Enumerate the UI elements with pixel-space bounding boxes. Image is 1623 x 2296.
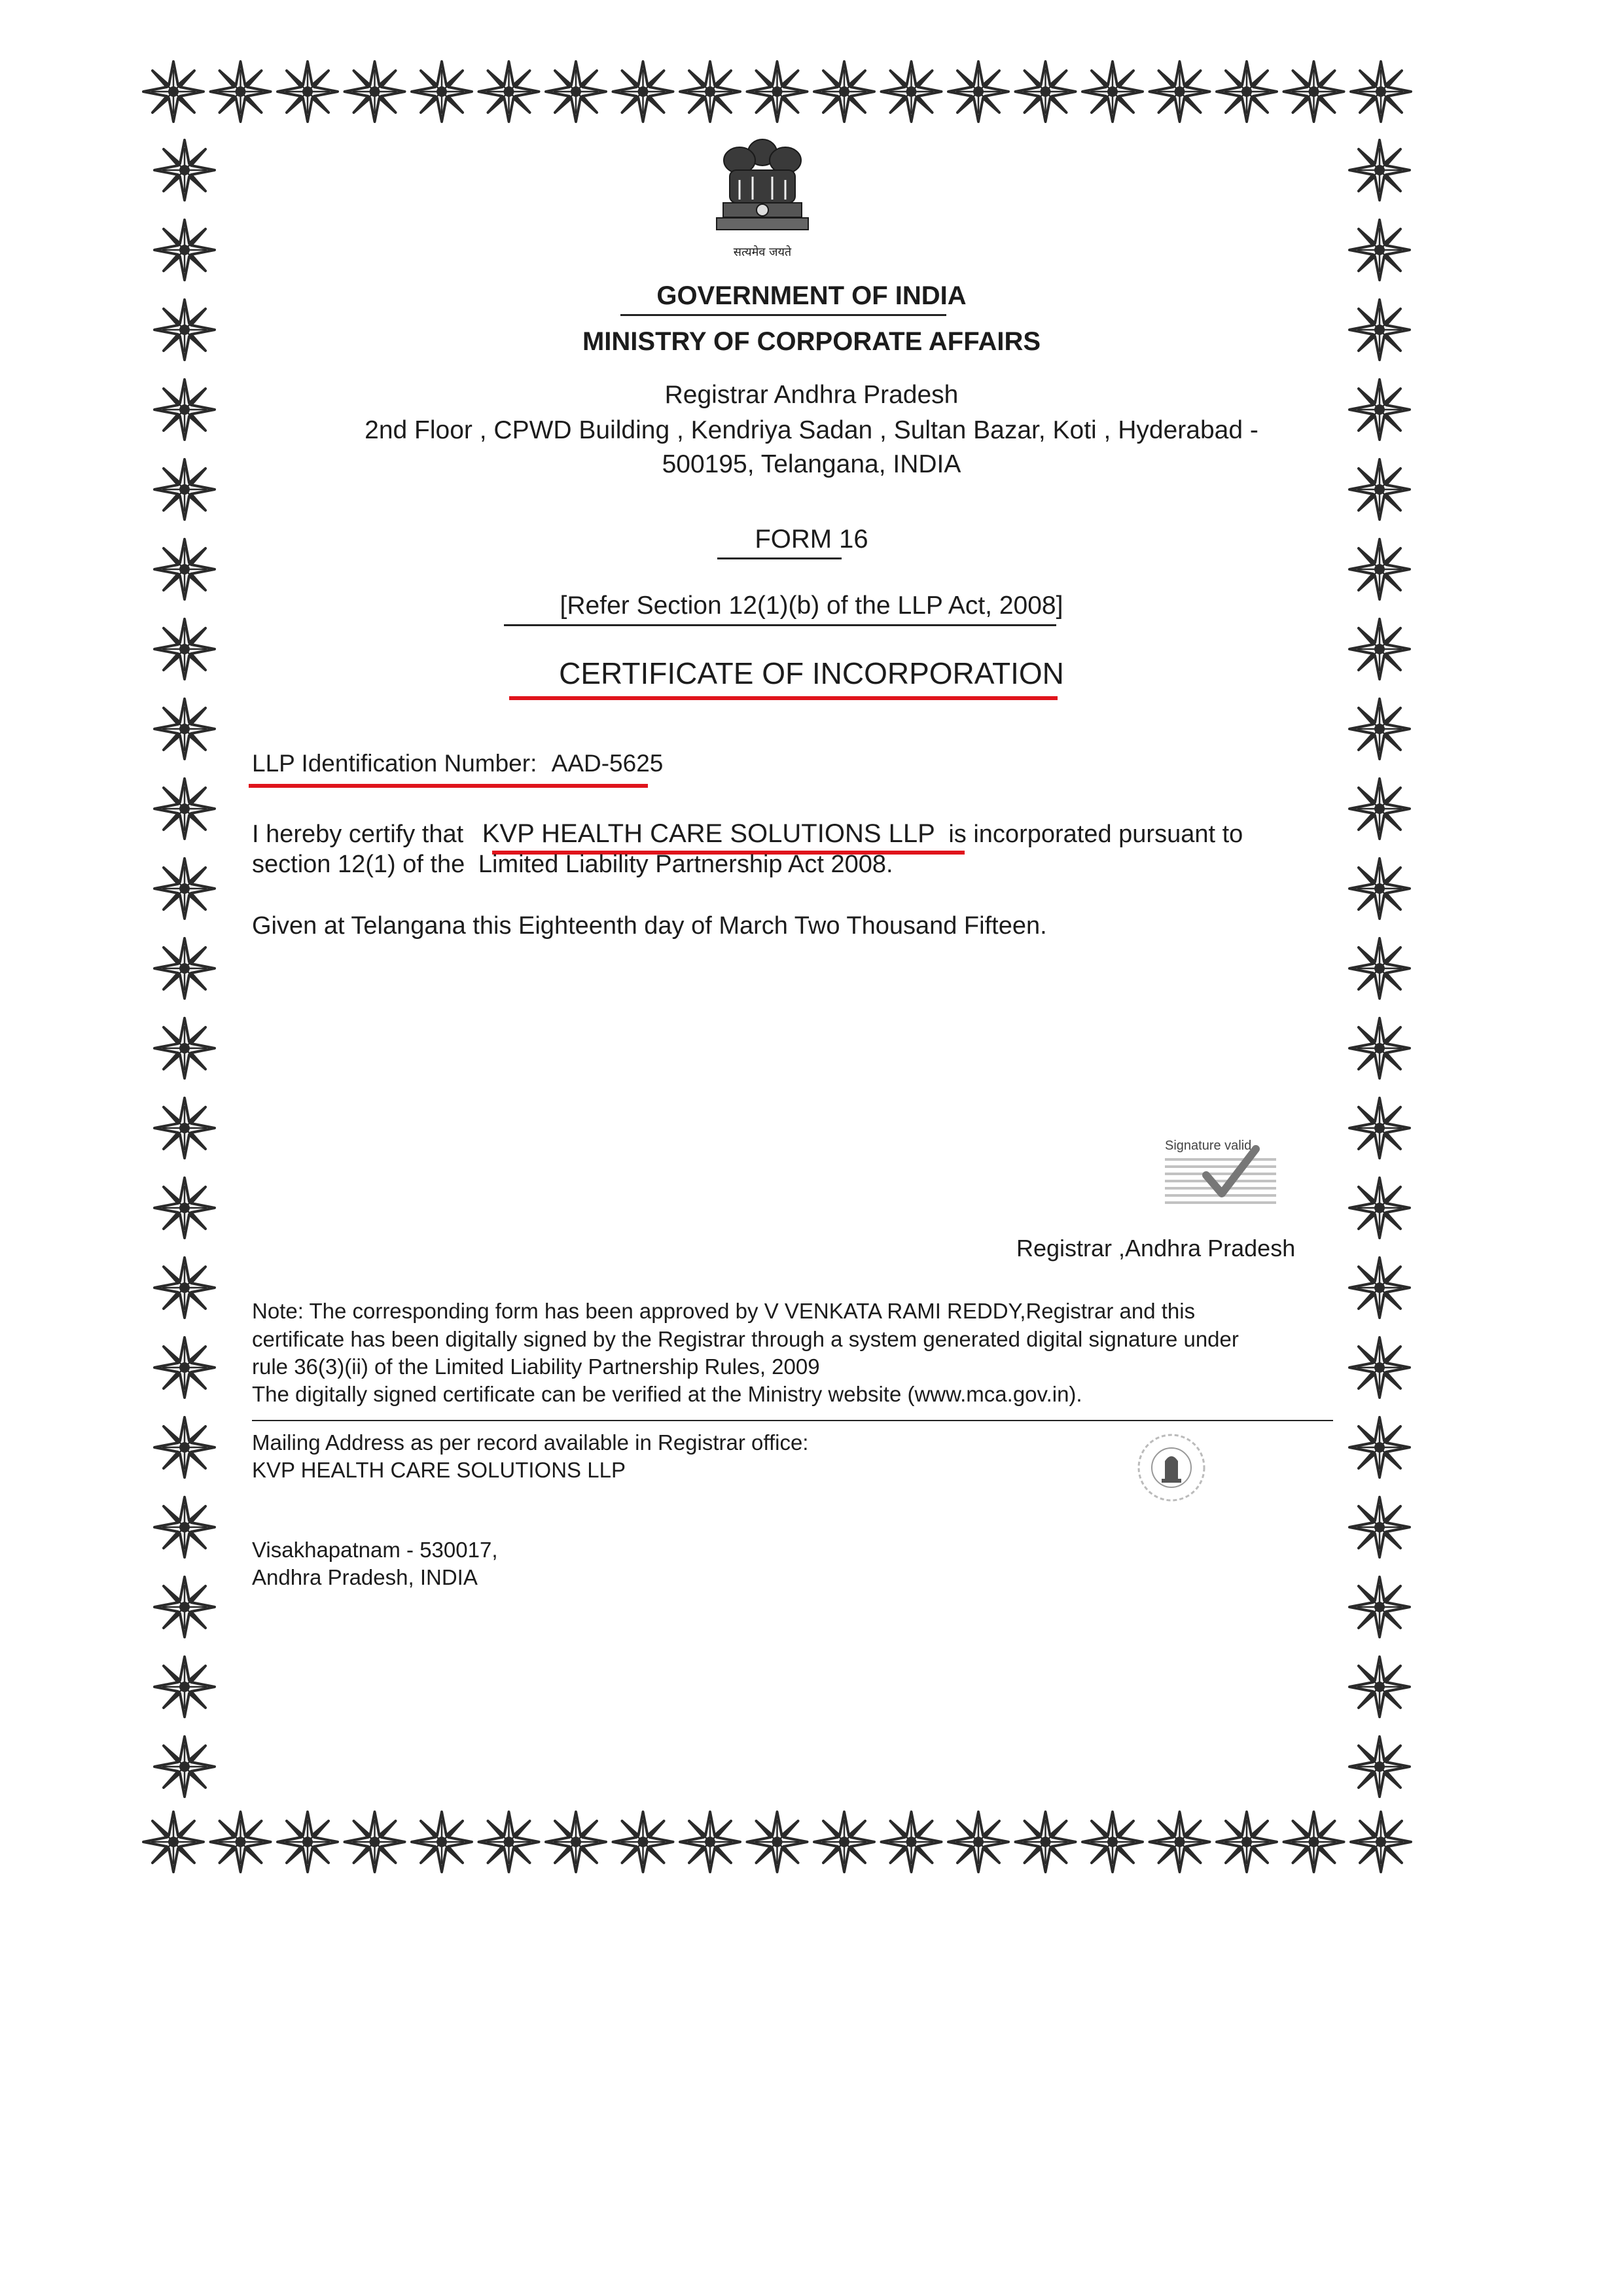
signatory: Registrar ,Andhra Pradesh bbox=[1016, 1235, 1296, 1262]
star-ornament-icon bbox=[546, 62, 606, 122]
star-ornament-icon bbox=[479, 1812, 539, 1872]
star-ornament-icon bbox=[154, 1337, 215, 1398]
star-ornament-icon bbox=[948, 1812, 1008, 1872]
form-number-underline bbox=[717, 557, 842, 559]
checkmark-icon bbox=[1201, 1144, 1260, 1203]
star-ornament-icon bbox=[154, 858, 215, 919]
star-ornament-icon bbox=[154, 1737, 215, 1797]
star-ornament-icon bbox=[154, 938, 215, 998]
section-prefix: section 12(1) of the bbox=[252, 851, 465, 878]
mailing-city: Visakhapatnam - 530017, bbox=[252, 1538, 498, 1562]
star-ornament-icon bbox=[1082, 1812, 1143, 1872]
given-at: Given at Telangana this Eighteenth day of March Two Thousand Fifteen. bbox=[252, 912, 1047, 940]
star-ornament-icon bbox=[143, 62, 204, 122]
section-line bbox=[252, 851, 893, 879]
star-ornament-icon bbox=[1349, 1258, 1410, 1318]
star-ornament-icon bbox=[613, 1812, 673, 1872]
star-ornament-icon bbox=[613, 62, 673, 122]
government-title: GOVERNMENT OF INDIA bbox=[656, 281, 967, 310]
star-ornament-icon bbox=[1284, 1812, 1344, 1872]
star-ornament-icon bbox=[1349, 1497, 1410, 1557]
ministry-title: MINISTRY OF CORPORATE AFFAIRS bbox=[582, 327, 1041, 356]
certify-line bbox=[252, 819, 1243, 849]
certify-suffix: is incorporated pursuant to bbox=[948, 821, 1243, 848]
star-ornament-icon bbox=[1349, 1178, 1410, 1238]
form-reference-underline bbox=[504, 624, 1056, 626]
registrar-address-line2: 500195, Telangana, INDIA bbox=[662, 450, 961, 478]
form-number: FORM 16 bbox=[755, 525, 868, 554]
star-ornament-icon bbox=[882, 62, 942, 122]
star-ornament-icon bbox=[345, 1812, 405, 1872]
national-emblem bbox=[707, 134, 818, 265]
star-ornament-icon bbox=[1217, 62, 1277, 122]
star-ornament-icon bbox=[412, 1812, 472, 1872]
certify-prefix: I hereby certify that bbox=[252, 821, 464, 848]
star-ornament-icon bbox=[1349, 1577, 1410, 1637]
star-ornament-icon bbox=[154, 779, 215, 839]
emblem-motto: सत्यमेव जयते bbox=[733, 245, 792, 259]
form-reference: [Refer Section 12(1)(b) of the LLP Act, 2008] bbox=[560, 592, 1063, 620]
star-ornament-icon bbox=[479, 62, 539, 122]
star-ornament-icon bbox=[1082, 62, 1143, 122]
star-ornament-icon bbox=[1349, 1417, 1410, 1477]
signature-status: Signature valid bbox=[1165, 1139, 1252, 1153]
star-ornament-icon bbox=[1349, 858, 1410, 919]
registrar-name: Registrar Andhra Pradesh bbox=[664, 381, 959, 409]
note-line3: rule 36(3)(ii) of the Limited Liability Partnership Rules, 2009 bbox=[252, 1354, 820, 1379]
star-ornament-icon bbox=[1150, 1812, 1210, 1872]
registrar-address-line1: 2nd Floor , CPWD Building , Kendriya Sadan , Sultan Bazar, Koti , Hyderabad - bbox=[365, 416, 1258, 444]
star-ornament-icon bbox=[154, 1417, 215, 1477]
star-ornament-icon bbox=[1349, 1018, 1410, 1078]
official-seal-icon bbox=[1135, 1432, 1207, 1504]
star-ornament-icon bbox=[154, 1258, 215, 1318]
star-ornament-icon bbox=[412, 62, 472, 122]
star-ornament-icon bbox=[680, 1812, 740, 1872]
star-ornament-icon bbox=[1284, 62, 1344, 122]
star-ornament-icon bbox=[154, 1018, 215, 1078]
star-ornament-icon bbox=[1349, 779, 1410, 839]
star-ornament-icon bbox=[814, 62, 874, 122]
llpin-underline bbox=[249, 784, 648, 788]
star-ornament-icon bbox=[277, 62, 338, 122]
star-ornament-icon bbox=[154, 220, 215, 280]
star-ornament-icon bbox=[882, 1812, 942, 1872]
star-ornament-icon bbox=[154, 140, 215, 200]
star-ornament-icon bbox=[1349, 220, 1410, 280]
star-ornament-icon bbox=[211, 62, 271, 122]
certificate-title-underline bbox=[509, 696, 1058, 700]
star-ornament-icon bbox=[1016, 1812, 1076, 1872]
digital-signature bbox=[1165, 1139, 1296, 1210]
mailing-company: KVP HEALTH CARE SOLUTIONS LLP bbox=[252, 1458, 626, 1482]
star-ornament-icon bbox=[1349, 1657, 1410, 1717]
government-underline bbox=[620, 314, 946, 316]
note-line2: certificate has been digitally signed by the Registrar through a system generated digital signature under bbox=[252, 1327, 1239, 1351]
company-name: KVP HEALTH CARE SOLUTIONS LLP bbox=[482, 819, 935, 848]
star-ornament-icon bbox=[154, 1098, 215, 1158]
star-ornament-icon bbox=[211, 1812, 271, 1872]
star-ornament-icon bbox=[747, 62, 808, 122]
note-divider bbox=[252, 1420, 1333, 1421]
star-ornament-icon bbox=[747, 1812, 808, 1872]
star-ornament-icon bbox=[277, 1812, 338, 1872]
star-ornament-icon bbox=[546, 1812, 606, 1872]
mailing-label: Mailing Address as per record available in Registrar office: bbox=[252, 1430, 809, 1455]
mailing-state: Andhra Pradesh, INDIA bbox=[252, 1565, 478, 1589]
llpin-line bbox=[252, 750, 663, 777]
star-ornament-icon bbox=[948, 62, 1008, 122]
national-emblem-icon bbox=[707, 134, 818, 242]
certificate-title: CERTIFICATE OF INCORPORATION bbox=[559, 656, 1064, 690]
star-ornament-icon bbox=[154, 699, 215, 759]
star-ornament-icon bbox=[154, 1577, 215, 1637]
star-ornament-icon bbox=[1217, 1812, 1277, 1872]
star-ornament-icon bbox=[143, 1812, 204, 1872]
star-ornament-icon bbox=[1349, 699, 1410, 759]
star-ornament-icon bbox=[1349, 1098, 1410, 1158]
note-line4: The digitally signed certificate can be verified at the Ministry website (www.mca.gov.in). bbox=[252, 1382, 1082, 1406]
star-ornament-icon bbox=[1351, 1812, 1411, 1872]
star-ornament-icon bbox=[1349, 140, 1410, 200]
star-ornament-icon bbox=[1150, 62, 1210, 122]
note-line1: Note: The corresponding form has been approved by V VENKATA RAMI REDDY,Registrar and this bbox=[252, 1299, 1196, 1323]
star-ornament-icon bbox=[1351, 62, 1411, 122]
star-ornament-icon bbox=[680, 62, 740, 122]
star-ornament-icon bbox=[1349, 1737, 1410, 1797]
llpin-label: LLP Identification Number: bbox=[252, 750, 537, 777]
star-ornament-icon bbox=[154, 1657, 215, 1717]
star-ornament-icon bbox=[154, 1178, 215, 1238]
act-name: Limited Liability Partnership Act 2008. bbox=[478, 851, 893, 878]
star-ornament-icon bbox=[154, 1497, 215, 1557]
star-ornament-icon bbox=[1016, 62, 1076, 122]
star-ornament-icon bbox=[1349, 1337, 1410, 1398]
star-ornament-icon bbox=[345, 62, 405, 122]
star-ornament-icon bbox=[1349, 938, 1410, 998]
star-ornament-icon bbox=[814, 1812, 874, 1872]
llpin-value: AAD-5625 bbox=[551, 750, 664, 777]
